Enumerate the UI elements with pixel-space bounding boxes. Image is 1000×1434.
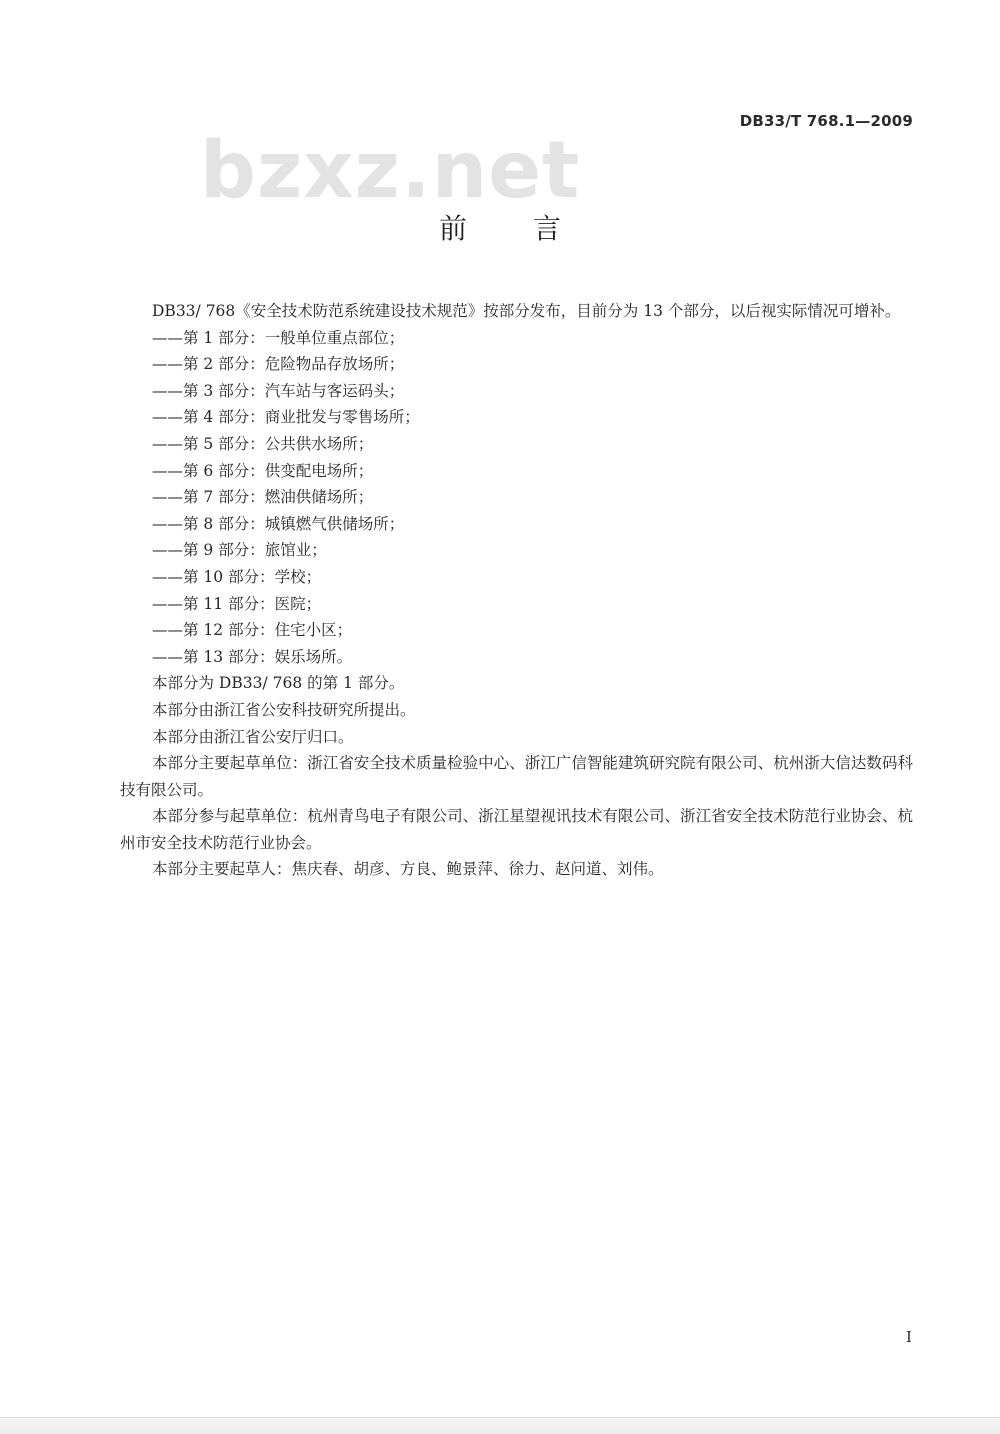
parts-list — [120, 325, 913, 671]
intro-paragraph: DB33/ 768《安全技术防范系统建设技术规范》按部分发布，目前分为 13 个部分，以后视实际情况可增补。 — [152, 302, 901, 320]
main-drafting-units: 本部分主要起草单位：浙江省安全技术质量检验中心、浙江广信智能建筑研究院有限公司、杭州浙大信达数码科技有限公司。 — [120, 754, 913, 799]
list-item: ——第 10 部分：学校； — [152, 567, 322, 586]
participating-drafting-units: 本部分参与起草单位：杭州青鸟电子有限公司、浙江星望视讯技术有限公司、浙江省安全技术防范行业协会、杭州市安全技术防范行业协会。 — [120, 807, 913, 852]
document-body — [120, 298, 913, 883]
list-item: ——第 7 部分：燃油供储场所； — [152, 488, 374, 507]
list-item: ——第 6 部分：供变配电场所； — [152, 461, 374, 480]
bottom-bar — [0, 1417, 1000, 1434]
administrator-statement: 本部分由浙江省公安厅归口。 — [152, 727, 354, 746]
proposer-statement: 本部分由浙江省公安科技研究所提出。 — [152, 700, 416, 719]
list-item: ——第 4 部分：商业批发与零售场所； — [152, 408, 420, 427]
list-item: ——第 13 部分：娱乐场所。 — [152, 647, 353, 666]
list-item: ——第 2 部分：危险物品存放场所； — [152, 355, 405, 374]
page-number: I — [906, 1328, 912, 1346]
standard-number: DB33/T 768.1—2009 — [739, 112, 913, 130]
watermark: bzxz.net — [200, 126, 581, 216]
main-drafters: 本部分主要起草人：焦庆春、胡彦、方良、鲍景萍、徐力、赵问道、刘伟。 — [152, 860, 664, 879]
list-item: ——第 8 部分：城镇燃气供储场所； — [152, 514, 405, 533]
list-item: ——第 9 部分：旅馆业； — [152, 541, 327, 560]
list-item: ——第 5 部分：公共供水场所； — [152, 434, 374, 453]
page-title: 前言 — [438, 212, 627, 245]
part-statement: 本部分为 DB33/ 768 的第 1 部分。 — [152, 674, 405, 693]
list-item: ——第 3 部分：汽车站与客运码头； — [152, 381, 405, 400]
list-item: ——第 12 部分：住宅小区； — [152, 621, 353, 640]
list-item: ——第 11 部分：医院； — [152, 594, 322, 613]
list-item: ——第 1 部分：一般单位重点部位； — [152, 328, 405, 347]
